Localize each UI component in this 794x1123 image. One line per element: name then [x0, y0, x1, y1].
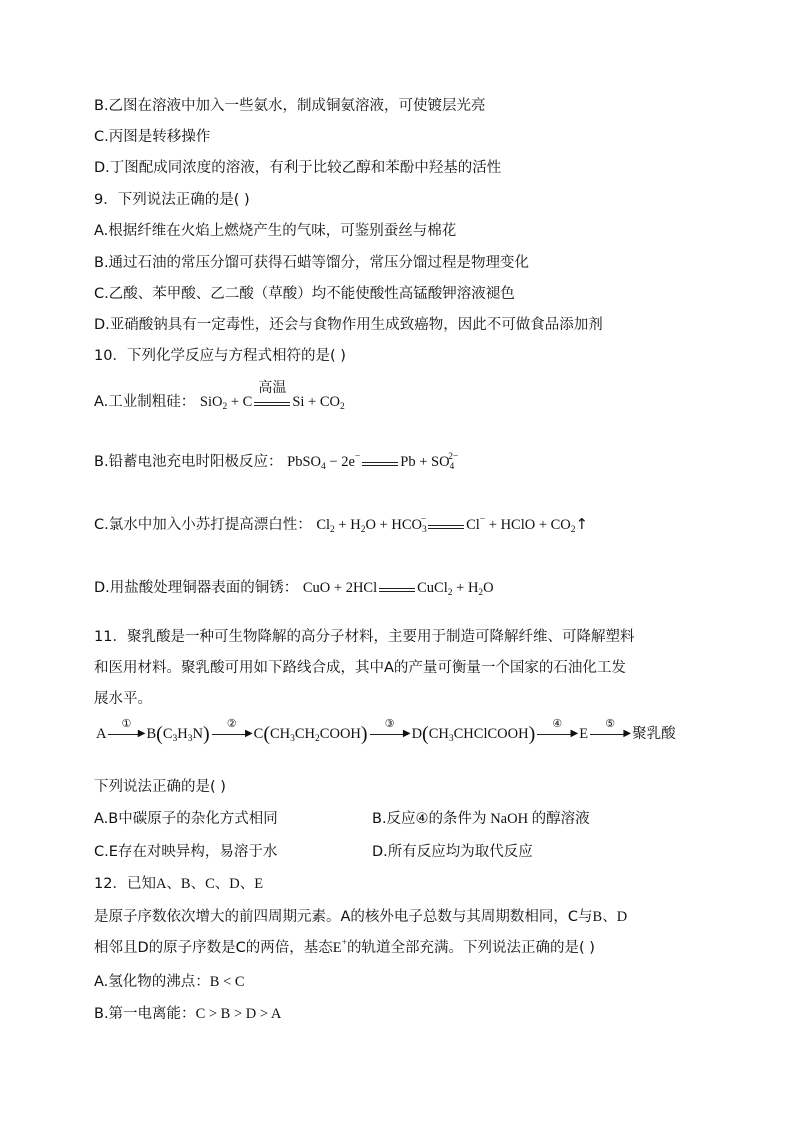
q10-option-c: C.氯水中加入小苏打提高漂白性： $Cl_2 + H_2O + HCO_3^-$ Cl− + HClO + $CO_2↑$ — [94, 515, 589, 535]
q9-option-d: D.亚硝酸钠具有一定毒性，还会与食物作用生成致癌物，因此不可做食品添加剂 — [94, 317, 603, 333]
q10-stem: 10．下列化学反应与方程式相符的是( ) — [94, 348, 346, 364]
q11-option-b: B.反应④的条件为 NaOH 的醇溶液 — [372, 811, 590, 827]
q10-option-d: D.用盐酸处理铜器表面的铜锈： CuO + 2HCl CuCl$_2$ + $H_2O$ — [94, 580, 494, 598]
route-step-2-label: ② — [226, 717, 237, 730]
q9-option-a: A.根据纤维在火焰上燃烧产生的气味，可鉴别蚕丝与棉花 — [94, 223, 457, 239]
q8-option-d: D.丁图配成同浓度的溶液，有利于比较乙醇和苯酚中羟基的活性 — [94, 160, 502, 176]
q10-option-b: B.铅蓄电池充电时阳极反应： PbSO$_4$ − 2e− $Pb + SO_4^{2-}$ — [94, 452, 459, 472]
q12-stem-line3: 相邻且D的原子序数是C的两倍，基态E+的轨道全部充满。下列说法正确的是( ) — [94, 938, 595, 956]
q12-stem-line1: 12．已知A、B、C、D、E — [94, 876, 264, 892]
q10c-equation: $Cl_2 + H_2O + HCO_3^-$ Cl− + HClO + $CO_2↑$ — [316, 515, 589, 535]
q8-option-c: C.丙图是转移操作 — [94, 129, 211, 145]
route-step-4-label: ④ — [552, 717, 563, 730]
q12-option-a: A.氢化物的沸点：B < C — [94, 974, 245, 990]
q10a-condition: 高温 — [258, 380, 287, 396]
q10b-equation: PbSO$_4$ − 2e− $Pb + SO_4^{2-}$ — [287, 452, 459, 472]
q9-option-c: C.乙酸、苯甲酸、乙二酸（草酸）均不能使酸性高锰酸钾溶液褪色 — [94, 286, 515, 302]
route-step-3-label: ③ — [384, 717, 395, 730]
q12-stem-line2: 是原子序数依次增大的前四周期元素。A的核外电子总数与其周期数相同，C与B、D — [94, 909, 628, 925]
q12-option-b: B.第一电离能：C > B > D > A — [94, 1006, 282, 1022]
q11-question: 下列说法正确的是( ) — [94, 779, 226, 795]
q11-option-c: C.E存在对映异构，易溶于水 — [94, 844, 278, 860]
q11-option-a: A.B中碳原子的杂化方式相同 — [94, 811, 278, 827]
q10a-equation: SiO$_2$ + C 高温 $Si + CO_2$ — [199, 380, 345, 412]
q8-option-b: B.乙图在溶液中加入一些氨水，制成铜氨溶液，可使镀层光亮 — [94, 98, 486, 114]
q10-option-a: A.工业制粗硅： SiO$_2$ + C 高温 $Si + CO_2$ — [94, 380, 345, 412]
q10d-equation: CuO + 2HCl CuCl$_2$ + $H_2O$ — [302, 580, 494, 598]
route-step-1-label: ① — [121, 717, 132, 730]
q11-stem-line3: 展水平。 — [94, 691, 152, 707]
synthesis-route: A ① ▶ $B(C_3H_3N)$ ② ▶ $C(CH_3CH_2COOH)$ ③ ▶ $D(CH_3CHClCOOH)$ ④ ▶ E ⑤ ▶ 聚乳酸 — [96, 717, 676, 745]
route-product: 聚乳酸 — [632, 726, 676, 742]
q11-stem-line2: 和医用材料。聚乳酸可用如下路线合成，其中A的产量可衡量一个国家的石油化工发 — [94, 660, 626, 676]
route-step-5-label: ⑤ — [605, 717, 616, 730]
q11-option-d: D.所有反应均为取代反应 — [372, 844, 533, 860]
q9-option-b: B.通过石油的常压分馏可获得石蜡等馏分，常压分馏过程是物理变化 — [94, 255, 530, 271]
q11-stem-line1: 11．聚乳酸是一种可生物降解的高分子材料，主要用于制造可降解纤维、可降解塑料 — [94, 629, 635, 645]
q9-stem: 9．下列说法正确的是( ) — [94, 192, 250, 208]
